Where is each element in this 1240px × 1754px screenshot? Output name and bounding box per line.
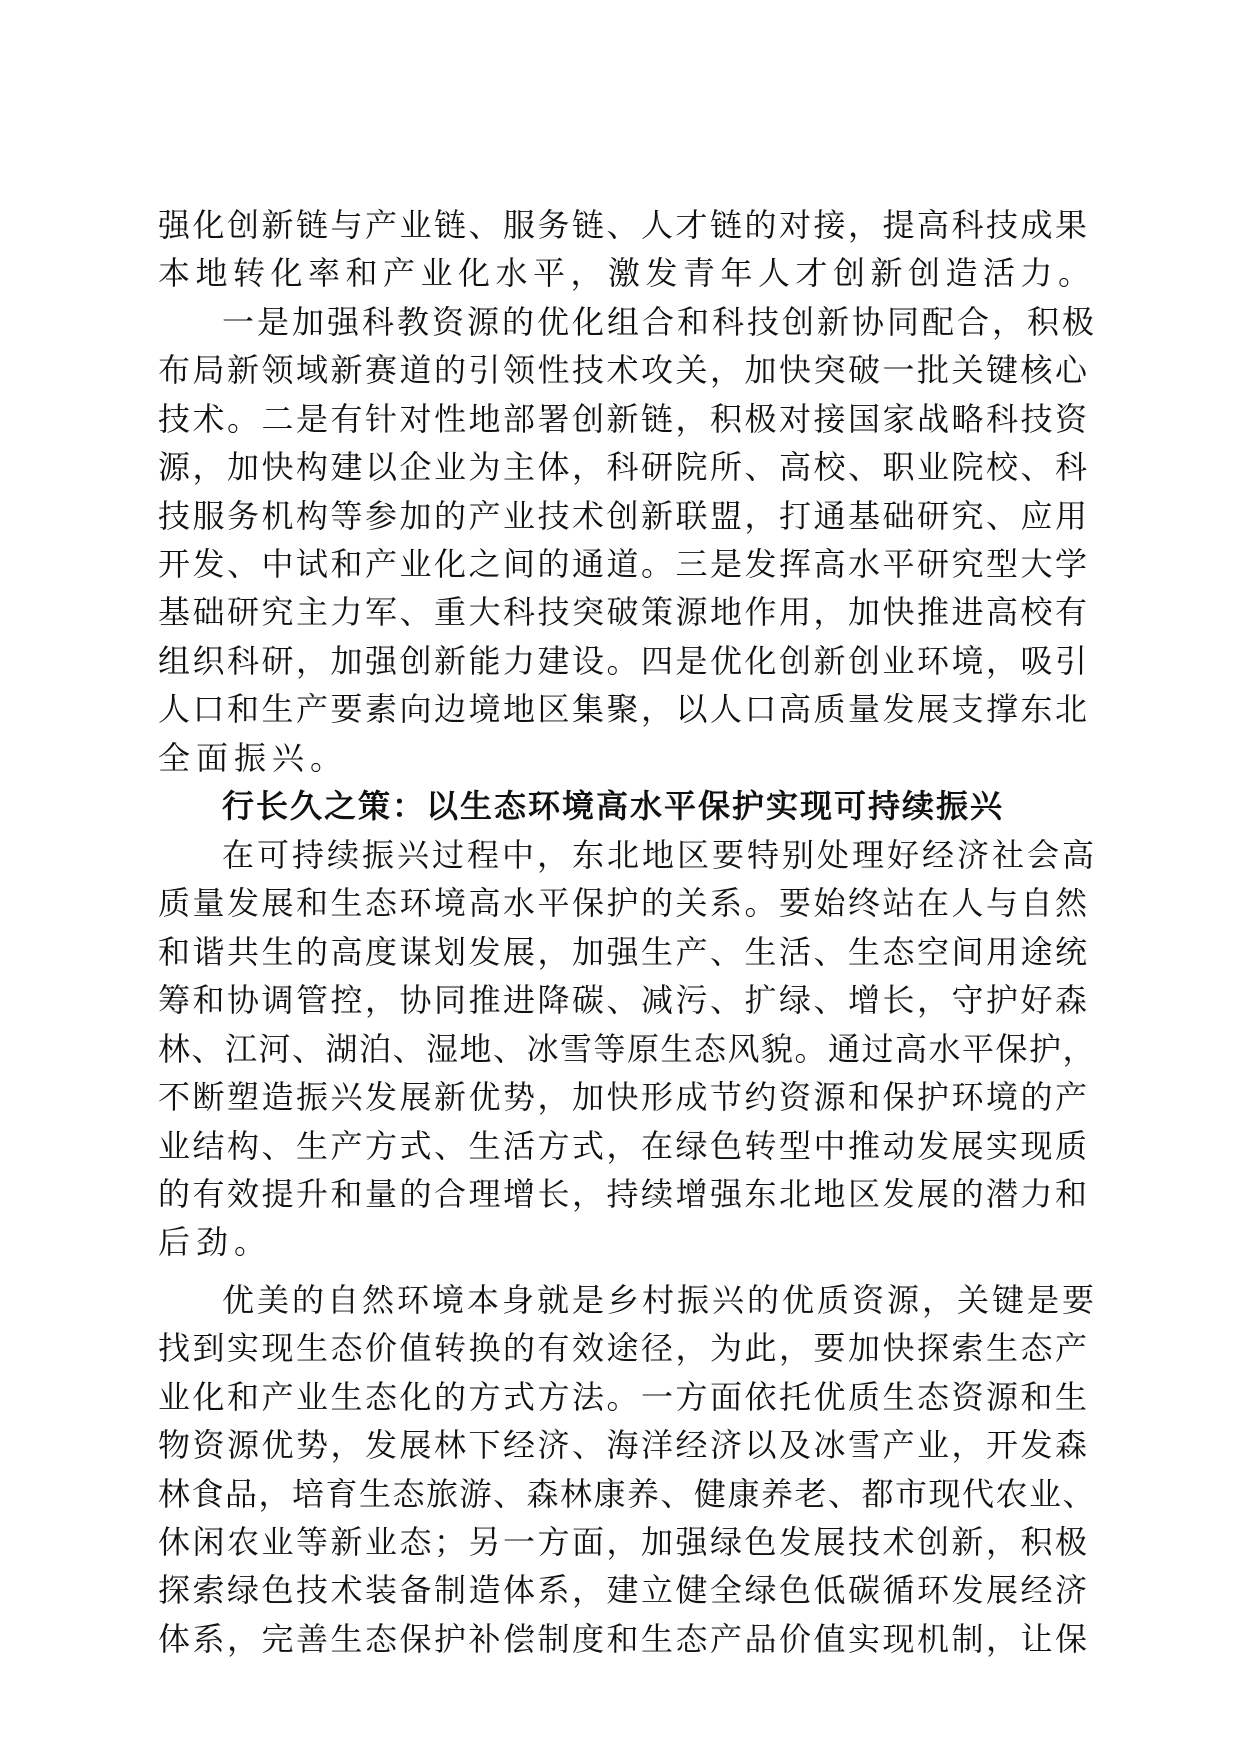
- text-line: 优美的自然环境本身就是乡村振兴的优质资源，关键是要: [222, 1281, 1098, 1319]
- text-line: 基础研究主力军、重大科技突破策源地作用，加快推进高校有: [158, 593, 1090, 631]
- text-line: 一是加强科教资源的优化组合和科技创新协同配合，积极: [222, 303, 1098, 341]
- text-line: 林食品，培育生态旅游、森林康养、健康养老、都市现代农业、: [158, 1475, 1097, 1513]
- text-line: 组织科研，加强创新能力建设。四是优化创新创业环境，吸引: [158, 642, 1090, 680]
- text-line: 不断塑造振兴发展新优势，加快形成节约资源和保护环境的产: [158, 1078, 1090, 1116]
- text-line: 质量发展和生态环境高水平保护的关系。要始终站在人与自然: [158, 884, 1090, 922]
- text-line: 林、江河、湖泊、湿地、冰雪等原生态风貌。通过高水平保护，: [158, 1030, 1097, 1068]
- text-line: 业化和产业生态化的方式方法。一方面依托优质生态资源和生: [158, 1378, 1090, 1416]
- text-line: 的有效提升和量的合理增长，持续增强东北地区发展的潜力和: [158, 1175, 1090, 1213]
- text-line: 和谐共生的高度谋划发展，加强生产、生活、生态空间用途统: [158, 933, 1090, 971]
- text-line: 本地转化率和产业化水平，激发青年人才创新创造活力。: [158, 254, 1096, 292]
- text-line: 后劲。: [158, 1223, 273, 1261]
- text-line: 源，加快构建以企业为主体，科研院所、高校、职业院校、科: [158, 448, 1090, 486]
- text-line: 物资源优势，发展林下经济、海洋经济以及冰雪产业，开发森: [158, 1426, 1090, 1464]
- text-line: 体系，完善生态保护补偿制度和生态产品价值实现机制，让保: [158, 1620, 1090, 1658]
- text-line: 布局新领域新赛道的引领性技术攻关，加快突破一批关键核心: [158, 351, 1090, 389]
- text-line: 探索绿色技术装备制造体系，建立健全绿色低碳循环发展经济: [158, 1571, 1090, 1609]
- text-line: 在可持续振兴过程中，东北地区要特别处理好经济社会高: [222, 836, 1098, 874]
- text-line: 强化创新链与产业链、服务链、人才链的对接，提高科技成果: [158, 206, 1090, 244]
- text-line: 技服务机构等参加的产业技术创新联盟，打通基础研究、应用: [158, 497, 1090, 535]
- text-line: 技术。二是有针对性地部署创新链，积极对接国家战略科技资: [158, 400, 1090, 438]
- text-line: 全面振兴。: [158, 739, 349, 777]
- section-heading: 行长久之策：以生态环境高水平保护实现可持续振兴: [222, 787, 1005, 825]
- text-line: 找到实现生态价值转换的有效途径，为此，要加快探索生态产: [158, 1329, 1090, 1367]
- text-line: 人口和生产要素向边境地区集聚，以人口高质量发展支撑东北: [158, 690, 1090, 728]
- text-line: 休闲农业等新业态；另一方面，加强绿色发展技术创新，积极: [158, 1523, 1090, 1561]
- text-line: 业结构、生产方式、生活方式，在绿色转型中推动发展实现质: [158, 1127, 1090, 1165]
- text-line: 筹和协调管控，协同推进降碳、减污、扩绿、增长，守护好森: [158, 981, 1090, 1019]
- text-line: 开发、中试和产业化之间的通道。三是发挥高水平研究型大学: [158, 545, 1090, 583]
